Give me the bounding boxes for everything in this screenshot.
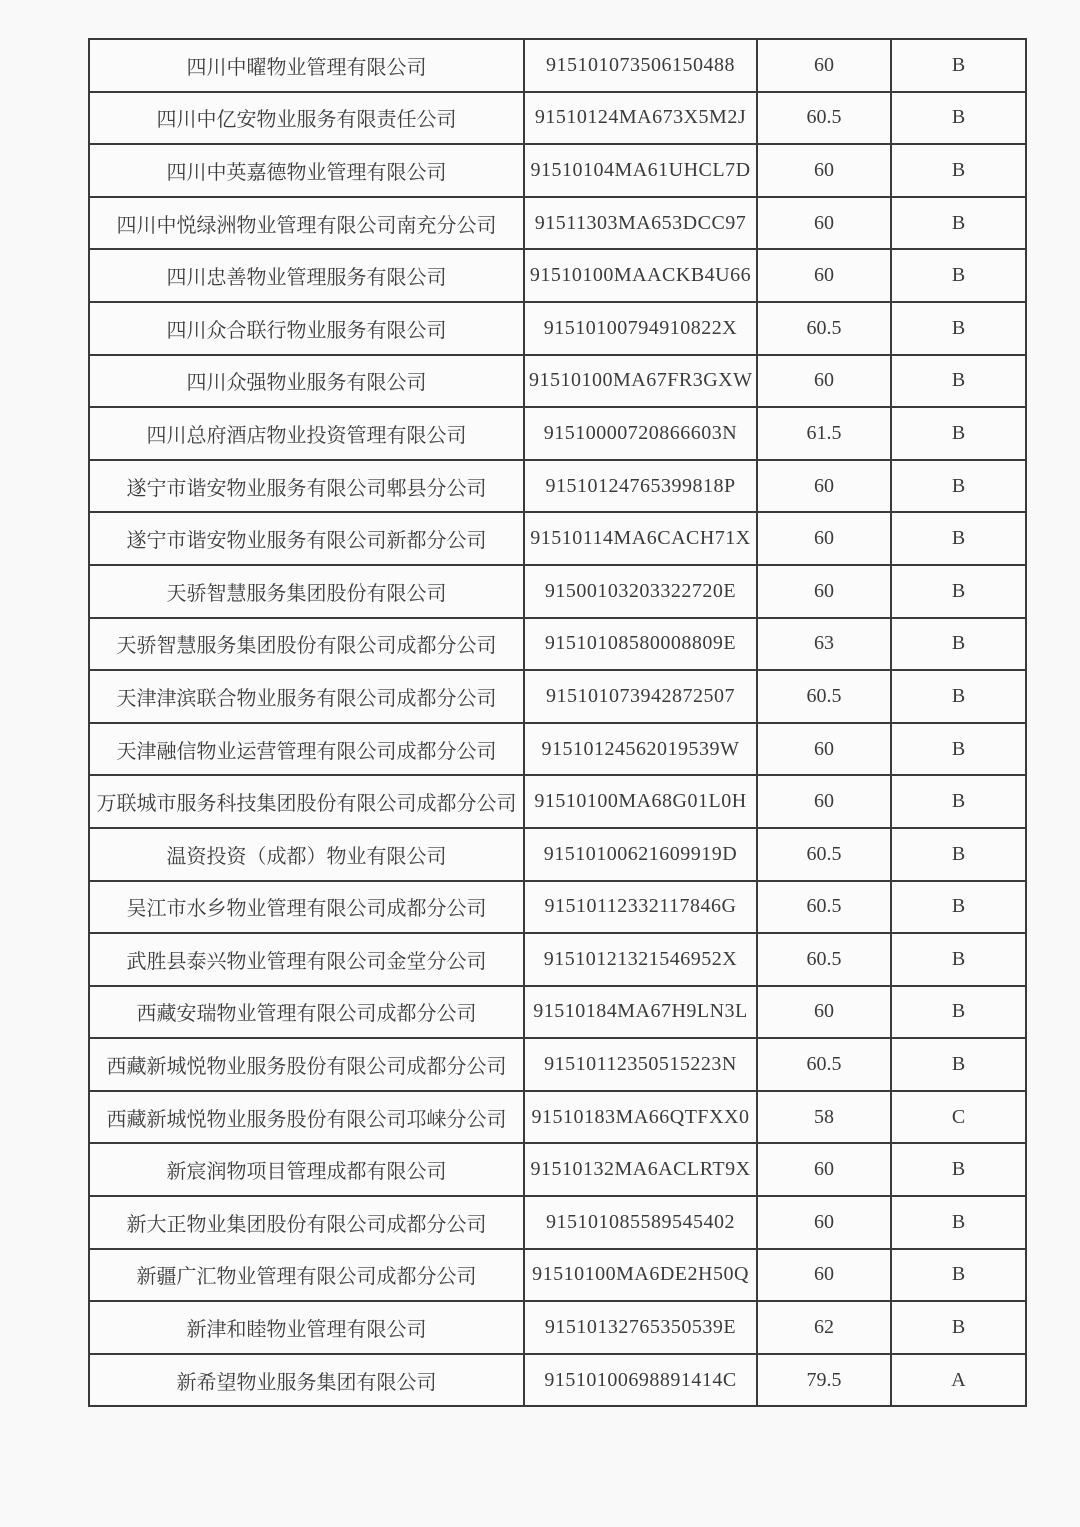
company-name-cell: 遂宁市谐安物业服务有限公司郫县分公司 bbox=[89, 460, 524, 513]
table-row bbox=[89, 407, 1026, 460]
company-name-cell: 四川中悦绿洲物业管理有限公司南充分公司 bbox=[89, 197, 524, 250]
grade-cell: B bbox=[891, 197, 1026, 250]
grade-cell: B bbox=[891, 986, 1026, 1039]
credit-code-cell: 91510114MA6CACH71X bbox=[524, 512, 757, 565]
grade-cell: B bbox=[891, 144, 1026, 197]
grade-cell: B bbox=[891, 723, 1026, 776]
score-cell: 60.5 bbox=[757, 92, 891, 145]
grade-cell: B bbox=[891, 1196, 1026, 1249]
grade-cell: A bbox=[891, 1354, 1026, 1407]
grade-cell: B bbox=[891, 618, 1026, 671]
credit-code-cell: 91510100698891414C bbox=[524, 1354, 757, 1407]
table-row bbox=[89, 144, 1026, 197]
score-cell: 60 bbox=[757, 39, 891, 92]
table-row bbox=[89, 1249, 1026, 1302]
table-row bbox=[89, 460, 1026, 513]
company-name-cell: 四川中亿安物业服务有限责任公司 bbox=[89, 92, 524, 145]
table-row bbox=[89, 1038, 1026, 1091]
table-row bbox=[89, 828, 1026, 881]
table-row bbox=[89, 1091, 1026, 1144]
credit-code-cell: 91510108580008809E bbox=[524, 618, 757, 671]
credit-code-cell: 91510132MA6ACLRT9X bbox=[524, 1143, 757, 1196]
credit-code-cell: 915101085589545402 bbox=[524, 1196, 757, 1249]
table-row bbox=[89, 723, 1026, 776]
table-row bbox=[89, 565, 1026, 618]
table-row bbox=[89, 1354, 1026, 1407]
company-name-cell: 万联城市服务科技集团股份有限公司成都分公司 bbox=[89, 775, 524, 828]
credit-code-cell: 915101073506150488 bbox=[524, 39, 757, 92]
score-cell: 60.5 bbox=[757, 302, 891, 355]
table-row bbox=[89, 933, 1026, 986]
table-body bbox=[89, 39, 1026, 1406]
table-row bbox=[89, 881, 1026, 934]
grade-cell: B bbox=[891, 933, 1026, 986]
table-row bbox=[89, 249, 1026, 302]
credit-code-cell: 91510112350515223N bbox=[524, 1038, 757, 1091]
credit-code-cell: 91510132765350539E bbox=[524, 1301, 757, 1354]
credit-code-cell: 91510100621609919D bbox=[524, 828, 757, 881]
table-row bbox=[89, 775, 1026, 828]
company-name-cell: 新希望物业服务集团有限公司 bbox=[89, 1354, 524, 1407]
score-cell: 61.5 bbox=[757, 407, 891, 460]
grade-cell: B bbox=[891, 407, 1026, 460]
grade-cell: B bbox=[891, 565, 1026, 618]
company-name-cell: 武胜县泰兴物业管理有限公司金堂分公司 bbox=[89, 933, 524, 986]
table-row bbox=[89, 197, 1026, 250]
table-row bbox=[89, 355, 1026, 408]
table-row bbox=[89, 302, 1026, 355]
credit-code-cell: 91510104MA61UHCL7D bbox=[524, 144, 757, 197]
score-cell: 60.5 bbox=[757, 828, 891, 881]
score-cell: 60 bbox=[757, 986, 891, 1039]
table-row bbox=[89, 618, 1026, 671]
grade-cell: B bbox=[891, 460, 1026, 513]
credit-code-cell: 91510100MAACKB4U66 bbox=[524, 249, 757, 302]
grade-cell: B bbox=[891, 828, 1026, 881]
grade-cell: B bbox=[891, 1143, 1026, 1196]
score-cell: 60 bbox=[757, 565, 891, 618]
score-cell: 63 bbox=[757, 618, 891, 671]
company-name-cell: 天津融信物业运营管理有限公司成都分公司 bbox=[89, 723, 524, 776]
grade-cell: B bbox=[891, 670, 1026, 723]
credit-code-cell: 91510124562019539W bbox=[524, 723, 757, 776]
credit-code-cell: 91510121321546952X bbox=[524, 933, 757, 986]
grade-cell: B bbox=[891, 1038, 1026, 1091]
score-cell: 60 bbox=[757, 355, 891, 408]
company-name-cell: 四川中英嘉德物业管理有限公司 bbox=[89, 144, 524, 197]
credit-code-cell: 91510124765399818P bbox=[524, 460, 757, 513]
credit-code-cell: 91510184MA67H9LN3L bbox=[524, 986, 757, 1039]
table-row bbox=[89, 92, 1026, 145]
score-cell: 60 bbox=[757, 723, 891, 776]
grade-cell: B bbox=[891, 302, 1026, 355]
company-name-cell: 四川众合联行物业服务有限公司 bbox=[89, 302, 524, 355]
company-name-cell: 西藏新城悦物业服务股份有限公司成都分公司 bbox=[89, 1038, 524, 1091]
credit-code-cell: 91510000720866603N bbox=[524, 407, 757, 460]
table-row bbox=[89, 670, 1026, 723]
company-name-cell: 吴江市水乡物业管理有限公司成都分公司 bbox=[89, 881, 524, 934]
credit-code-cell: 91511303MA653DCC97 bbox=[524, 197, 757, 250]
score-cell: 60 bbox=[757, 249, 891, 302]
credit-code-cell: 915101073942872507 bbox=[524, 670, 757, 723]
table-row bbox=[89, 1143, 1026, 1196]
score-cell: 58 bbox=[757, 1091, 891, 1144]
company-name-cell: 新疆广汇物业管理有限公司成都分公司 bbox=[89, 1249, 524, 1302]
score-cell: 60 bbox=[757, 1196, 891, 1249]
company-name-cell: 四川总府酒店物业投资管理有限公司 bbox=[89, 407, 524, 460]
table-row bbox=[89, 39, 1026, 92]
table-row bbox=[89, 512, 1026, 565]
credit-code-cell: 91510183MA66QTFXX0 bbox=[524, 1091, 757, 1144]
score-cell: 60.5 bbox=[757, 881, 891, 934]
grade-cell: B bbox=[891, 881, 1026, 934]
grade-cell: B bbox=[891, 355, 1026, 408]
company-name-cell: 西藏新城悦物业服务股份有限公司邛崃分公司 bbox=[89, 1091, 524, 1144]
company-name-cell: 温资投资（成都）物业有限公司 bbox=[89, 828, 524, 881]
table-row bbox=[89, 986, 1026, 1039]
company-name-cell: 天骄智慧服务集团股份有限公司成都分公司 bbox=[89, 618, 524, 671]
score-cell: 60.5 bbox=[757, 933, 891, 986]
score-cell: 60 bbox=[757, 460, 891, 513]
company-name-cell: 西藏安瑞物业管理有限公司成都分公司 bbox=[89, 986, 524, 1039]
company-name-cell: 天骄智慧服务集团股份有限公司 bbox=[89, 565, 524, 618]
company-name-cell: 新大正物业集团股份有限公司成都分公司 bbox=[89, 1196, 524, 1249]
credit-code-cell: 91510100MA67FR3GXW bbox=[524, 355, 757, 408]
score-cell: 60 bbox=[757, 144, 891, 197]
score-cell: 79.5 bbox=[757, 1354, 891, 1407]
grade-cell: B bbox=[891, 39, 1026, 92]
score-cell: 60 bbox=[757, 775, 891, 828]
score-cell: 62 bbox=[757, 1301, 891, 1354]
credit-code-cell: 91510124MA673X5M2J bbox=[524, 92, 757, 145]
score-cell: 60 bbox=[757, 1249, 891, 1302]
credit-code-cell: 91510100794910822X bbox=[524, 302, 757, 355]
credit-code-cell: 91510100MA6DE2H50Q bbox=[524, 1249, 757, 1302]
table-row bbox=[89, 1301, 1026, 1354]
company-name-cell: 四川众强物业服务有限公司 bbox=[89, 355, 524, 408]
company-name-cell: 新宸润物项目管理成都有限公司 bbox=[89, 1143, 524, 1196]
score-cell: 60.5 bbox=[757, 1038, 891, 1091]
credit-code-cell: 91500103203322720E bbox=[524, 565, 757, 618]
grade-cell: B bbox=[891, 1301, 1026, 1354]
company-name-cell: 天津津滨联合物业服务有限公司成都分公司 bbox=[89, 670, 524, 723]
table-row bbox=[89, 1196, 1026, 1249]
score-cell: 60.5 bbox=[757, 670, 891, 723]
score-cell: 60 bbox=[757, 512, 891, 565]
company-name-cell: 四川忠善物业管理服务有限公司 bbox=[89, 249, 524, 302]
score-cell: 60 bbox=[757, 1143, 891, 1196]
grade-cell: B bbox=[891, 512, 1026, 565]
company-credit-rating-table bbox=[88, 38, 1027, 1407]
grade-cell: B bbox=[891, 249, 1026, 302]
grade-cell: B bbox=[891, 92, 1026, 145]
company-name-cell: 四川中曜物业管理有限公司 bbox=[89, 39, 524, 92]
company-name-cell: 遂宁市谐安物业服务有限公司新都分公司 bbox=[89, 512, 524, 565]
grade-cell: C bbox=[891, 1091, 1026, 1144]
score-cell: 60 bbox=[757, 197, 891, 250]
credit-code-cell: 91510100MA68G01L0H bbox=[524, 775, 757, 828]
credit-code-cell: 91510112332117846G bbox=[524, 881, 757, 934]
grade-cell: B bbox=[891, 1249, 1026, 1302]
grade-cell: B bbox=[891, 775, 1026, 828]
company-name-cell: 新津和睦物业管理有限公司 bbox=[89, 1301, 524, 1354]
